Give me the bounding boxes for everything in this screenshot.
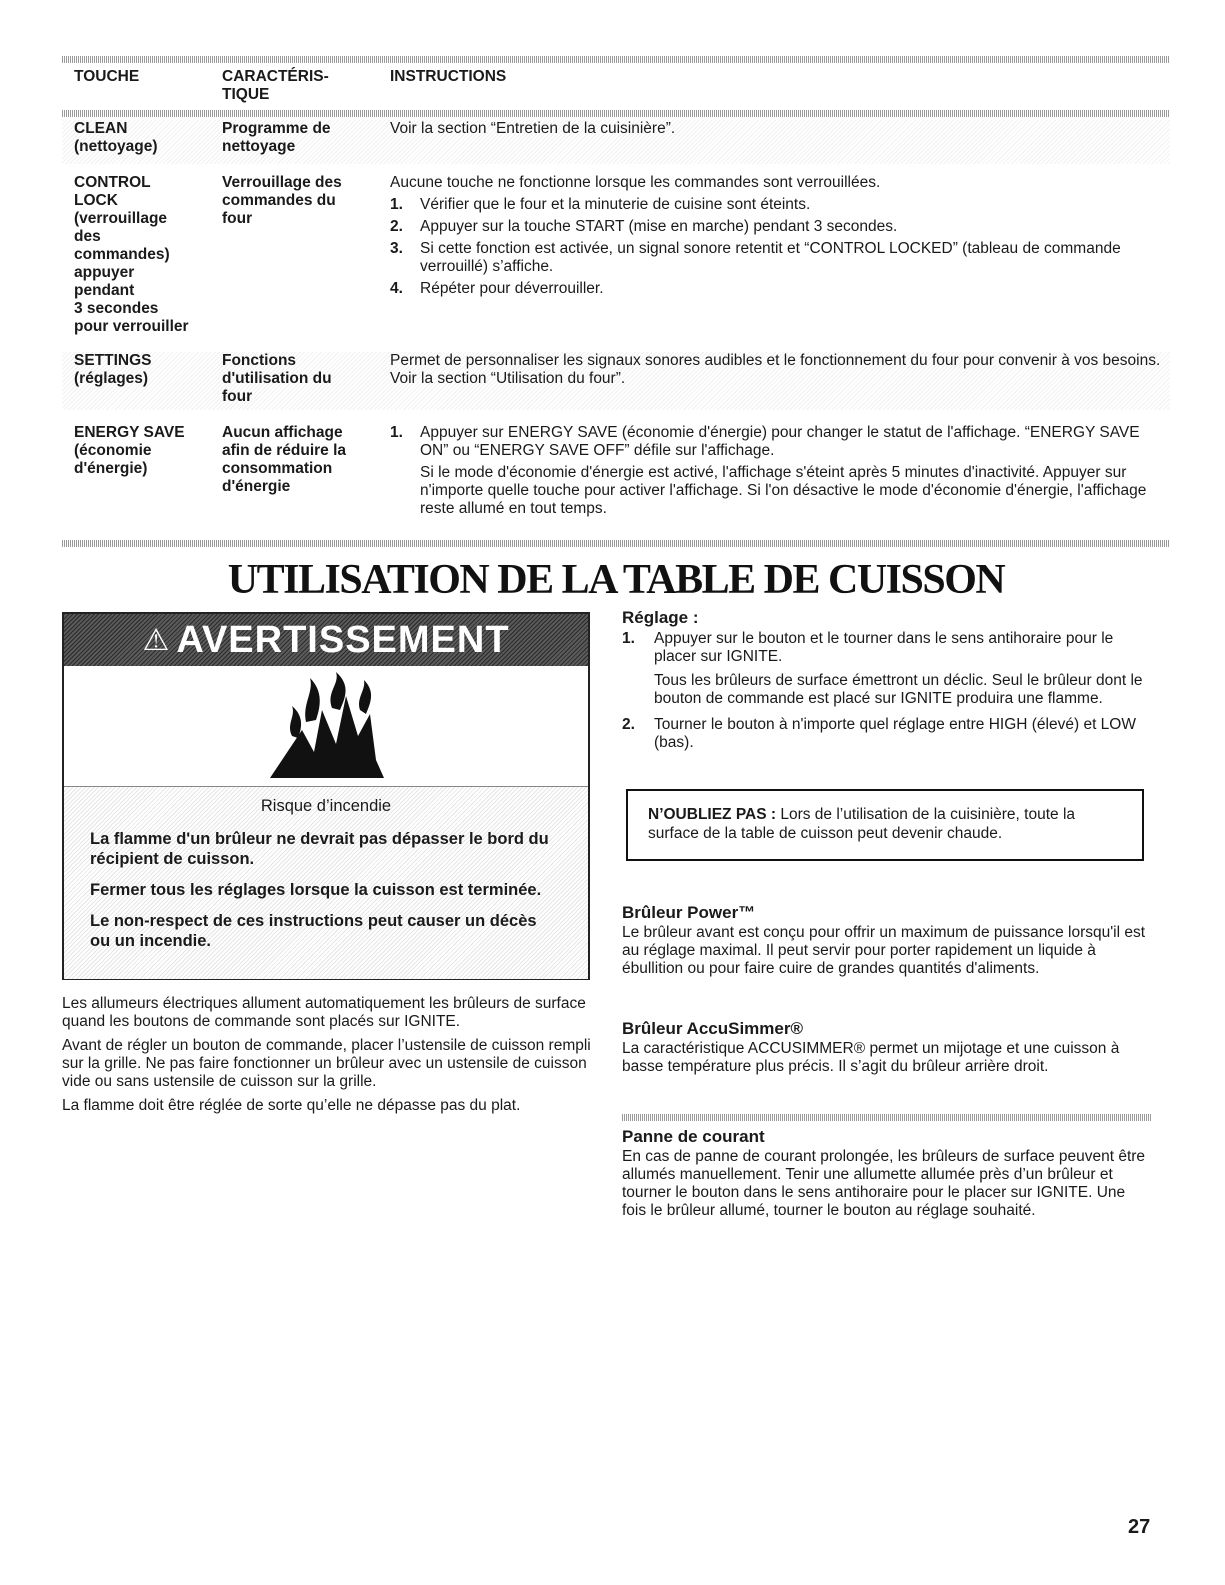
step-number: 3.	[390, 240, 403, 257]
list-item	[622, 716, 1152, 752]
table-bottom-rule	[62, 540, 1170, 547]
control-lock-steps	[390, 196, 1170, 298]
warning-box	[62, 612, 590, 980]
power-burner-section	[622, 904, 1152, 984]
step-text: Si cette fonction est activée, un signal sonore retentit et “CONTROL LOCKED” (tableau de commande verrouillé) s’affiche.	[420, 240, 1121, 275]
row-text-settings: Permet de personnaliser les signaux sonores audibles et le fonctionnement du four pour convenir à vos besoins. Voir la section “Utilisation du four”.	[390, 352, 1161, 387]
row-instructions-control-lock	[390, 174, 1170, 298]
table-top-rule	[62, 56, 1170, 63]
step-number: 2.	[622, 716, 635, 733]
step-number: 4.	[390, 280, 403, 297]
row-instructions-energy-save	[390, 424, 1170, 518]
warning-line: Fermer tous les réglages lorsque la cuisson est terminée.	[90, 881, 542, 899]
step-text: Appuyer sur ENERGY SAVE (économie d'énergie) pour changer le statut de l'affichage. “ENERGY SAVE ON” ou “ENERGY SAVE OFF” défile sur l'affichage.	[420, 424, 1140, 459]
section-title: UTILISATION DE LA TABLE DE CUISSON	[227, 557, 1005, 603]
power-outage-section	[622, 1128, 1152, 1226]
row-key-energy-save: ENERGY SAVE (économie d'énergie)	[74, 424, 185, 477]
fire-icon	[262, 670, 392, 782]
reglage-section	[622, 608, 1152, 752]
control-lock-intro: Aucune touche ne fonctionne lorsque les commandes sont verrouillées.	[390, 174, 881, 191]
header-instructions: INSTRUCTIONS	[390, 68, 507, 85]
list-item	[390, 424, 1170, 518]
power-outage-title: Panne de courant	[622, 1127, 765, 1146]
left-paragraph: La flamme doit être réglée de sorte qu’elle ne dépasse pas du plat.	[62, 1097, 521, 1114]
power-burner-text: Le brûleur avant est conçu pour offrir un maximum de puissance lorsqu'il est au réglage maximal. Il peut servir pour porter rapidement un liquide à ébullition ou pour faire cuire de grandes quantités d'aliments.	[622, 924, 1146, 977]
row-key-settings: SETTINGS (réglages)	[74, 352, 152, 387]
page-number: 27	[1128, 1516, 1151, 1538]
left-paragraph: Les allumeurs électriques allument automatiquement les brûleurs de surface quand les boutons de commande sont placés sur IGNITE.	[62, 995, 586, 1030]
section-rule	[622, 1114, 1152, 1121]
list-item	[390, 218, 1170, 236]
list-item	[390, 280, 1170, 298]
warning-header	[64, 614, 588, 666]
step-number: 1.	[622, 630, 635, 647]
header-caracteristique: CARACTÉRIS- TIQUE	[222, 68, 329, 103]
reminder-text: Lors de l’utilisation de la cuisinière, toute la surface de la table de cuisson peut devenir chaude.	[648, 806, 1076, 842]
left-paragraph: Avant de régler un bouton de commande, placer l’ustensile de cuisson rempli sur la grille. Ne pas faire fonctionner un brûleur avec un ustensile de cuisson vide ou sans ustensile de cuisson sur la grille.	[62, 1037, 591, 1090]
warning-header-label: AVERTISSEMENT	[176, 618, 510, 661]
table-header-row	[62, 68, 1170, 108]
row-key-control-lock: CONTROL LOCK (verrouillage des commandes) appuyer pendant 3 secondes pour verrouiller	[74, 174, 189, 335]
fire-illustration	[64, 666, 588, 784]
accusimmer-title: Brûleur AccuSimmer®	[622, 1019, 804, 1038]
reglage-steps	[622, 630, 1152, 752]
table-row-energy-save	[62, 424, 1170, 524]
power-burner-title: Brûleur Power™	[622, 903, 756, 922]
step-number: 1.	[390, 424, 403, 441]
accusimmer-section	[622, 1020, 1152, 1082]
table-header-rule	[62, 110, 1170, 117]
step-paragraph: Tous les brûleurs de surface émettront un déclic. Seul le brûleur dont le bouton de commande est placé sur IGNITE produira une flamme.	[654, 672, 1143, 707]
step-paragraph: Si le mode d'économie d'énergie est activé, l'affichage s'éteint après 5 minutes d'inactivité. Appuyer sur n'importe quelle touche pour activer l'affichage. Si l'on désactive le mode d'économie d'énergie, l'affichage reste allumé en tout temps.	[420, 464, 1147, 517]
warning-subtitle: Risque d’incendie	[260, 797, 392, 815]
table-row-clean	[62, 120, 1170, 164]
warning-triangle-icon: ⚠	[142, 623, 171, 657]
reminder-label: N’OUBLIEZ PAS :	[648, 806, 777, 823]
warning-line: Le non-respect de ces instructions peut causer un décès ou un incendie.	[90, 912, 537, 950]
list-item	[390, 240, 1170, 276]
table-row-settings	[62, 352, 1170, 410]
header-touche: TOUCHE	[74, 68, 140, 85]
energy-save-steps	[390, 424, 1170, 518]
row-feature-clean: Programme de nettoyage	[222, 120, 331, 155]
step-number: 2.	[390, 218, 403, 235]
reglage-title: Réglage :	[622, 608, 699, 627]
row-feature-energy-save: Aucun affichage afin de réduire la consommation d'énergie	[222, 424, 347, 495]
step-text: Tourner le bouton à n'importe quel réglage entre HIGH (élevé) et LOW (bas).	[654, 716, 1136, 751]
step-text: Vérifier que le four et la minuterie de cuisine sont éteints.	[420, 196, 811, 213]
row-text-clean: Voir la section “Entretien de la cuisinière”.	[390, 120, 676, 137]
warning-lines	[90, 829, 560, 962]
power-outage-text: En cas de panne de courant prolongée, les brûleurs de surface peuvent être allumés manuellement. Tenir une allumette allumée près d’un brûleur et tourner le bouton dans le sens antihoraire pour le placer sur IGNITE. Une fois le brûleur allumé, tourner le bouton au réglage souhaité.	[622, 1148, 1146, 1219]
step-text: Appuyer sur le bouton et le tourner dans le sens antihoraire pour le placer sur IGNITE.	[654, 630, 1114, 665]
step-number: 1.	[390, 196, 403, 213]
warning-line: La flamme d'un brûleur ne devrait pas dépasser le bord du récipient de cuisson.	[90, 830, 549, 868]
step-text: Répéter pour déverrouiller.	[420, 280, 604, 297]
list-item	[622, 630, 1152, 708]
list-item	[390, 196, 1170, 214]
row-key-clean: CLEAN (nettoyage)	[74, 120, 158, 155]
row-feature-control-lock: Verrouillage des commandes du four	[222, 174, 342, 227]
left-column-text	[62, 995, 592, 1121]
step-text: Appuyer sur la touche START (mise en marche) pendant 3 secondes.	[420, 218, 898, 235]
row-feature-settings: Fonctions d'utilisation du four	[222, 352, 332, 405]
table-row-control-lock	[62, 174, 1170, 344]
warning-text-area	[64, 786, 588, 979]
reminder-box	[626, 789, 1144, 861]
accusimmer-text: La caractéristique ACCUSIMMER® permet un mijotage et une cuisson à basse température plus précis. Il s’agit du brûleur arrière droit.	[622, 1040, 1120, 1075]
